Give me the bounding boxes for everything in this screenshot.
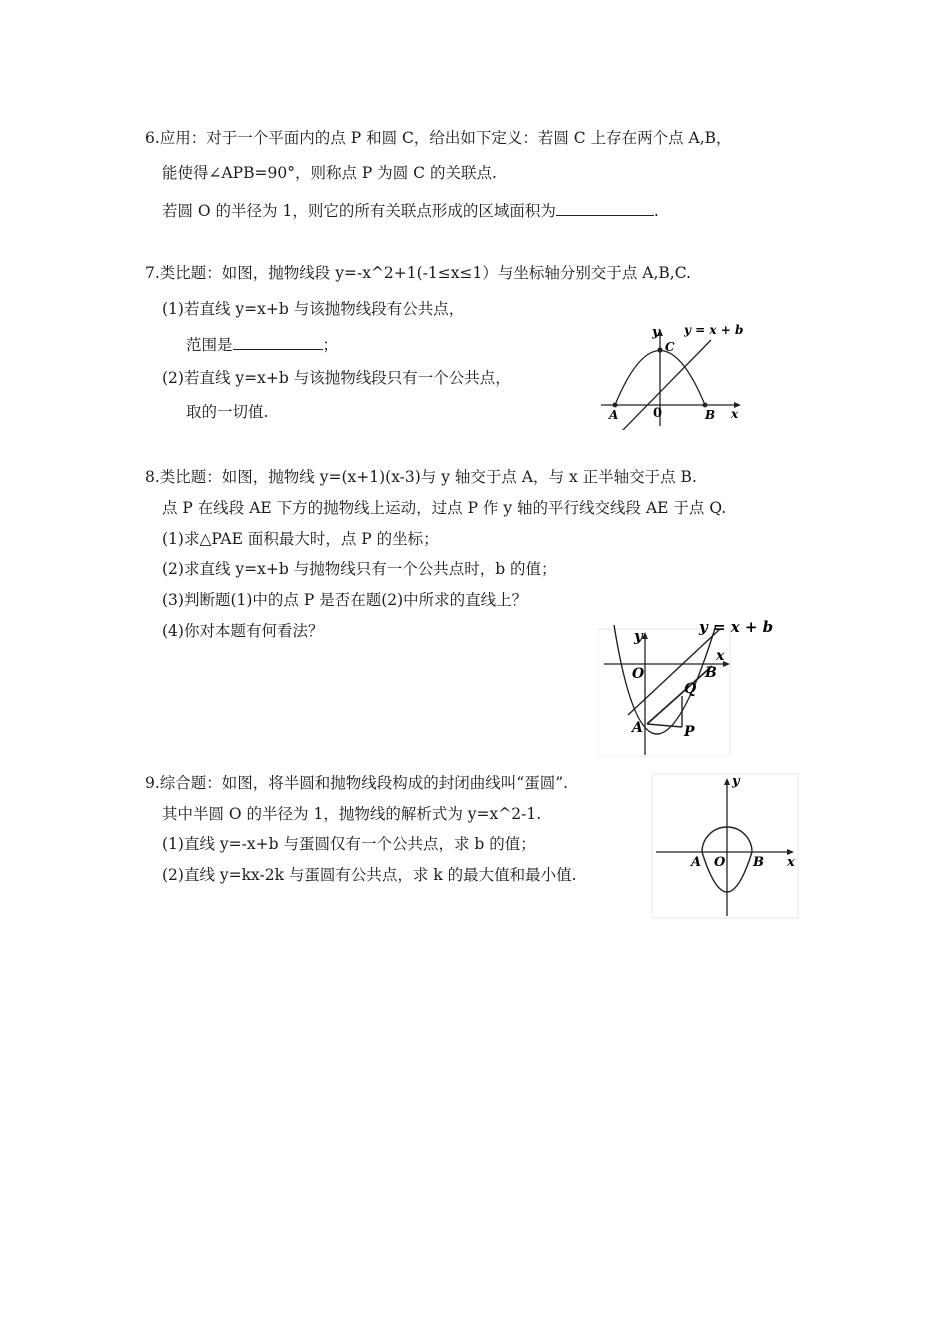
point-o-label: O xyxy=(632,666,645,682)
point-p-label: P xyxy=(684,724,695,740)
line-equation-label: y = x + b xyxy=(684,323,744,337)
y-axis-label: y xyxy=(652,325,660,340)
q9-line-4: (2)直线 y=kx-2k 与蛋圆有公共点，求 k 的最大值和最小值. xyxy=(162,866,577,884)
q7-line-3-end: ； xyxy=(322,336,339,354)
point-a-label: A xyxy=(609,408,619,422)
q6-line-3 xyxy=(162,199,659,221)
q8-line-3: (1)求△PAE 面积最大时，点 P 的坐标； xyxy=(162,530,439,548)
point-c-label: C xyxy=(665,340,675,354)
point-a-label: A xyxy=(632,720,643,736)
q7-line-2: (1)若直线 y=x+b 与该抛物线段有公共点， xyxy=(162,300,465,318)
point-o-label: O xyxy=(714,855,726,870)
q8-line-2: 点 P 在线段 AE 下方的抛物线上运动，过点 P 作 y 轴的平行线交线段 AE 于点 Q. xyxy=(162,499,727,517)
q7-line-4: (2)若直线 y=x+b 与该抛物线段只有一个公共点， xyxy=(162,369,511,387)
y-axis-label: y xyxy=(732,774,740,789)
q7-line-3-text: 范围是 xyxy=(186,336,233,354)
q6-line-3-text: 若圆 O 的半径为 1，则它的所有关联点形成的区域面积为 xyxy=(162,202,556,220)
answer-blank[interactable] xyxy=(556,199,654,216)
point-q-label: Q xyxy=(684,681,697,697)
q7-line-1: 7.类比题：如图，抛物线段 y=-x^2+1(-1≤x≤1）与坐标轴分别交于点 A,B,C. xyxy=(145,264,691,282)
q6-line-1: 6.应用：对于一个平面内的点 P 和圆 C，给出如下定义：若圆 C 上存在两个点 A,B， xyxy=(145,129,732,147)
x-axis-label: x xyxy=(731,407,739,421)
point-a-label: A xyxy=(691,855,702,870)
q9-line-1: 9.综合题：如图，将半圆和抛物线段构成的封闭曲线叫“蛋圆”. xyxy=(145,774,569,792)
q9-line-3: (1)直线 y=-x+b 与蛋圆仅有一个公共点，求 b 的值； xyxy=(162,835,536,853)
x-axis-label: x xyxy=(787,855,795,870)
q9-figure xyxy=(650,772,802,920)
x-axis-label: x xyxy=(716,648,725,664)
y-axis-label: y xyxy=(634,627,643,645)
q8-figure xyxy=(598,615,778,757)
answer-blank[interactable] xyxy=(233,333,323,350)
line-equation-label: y = x + b xyxy=(699,618,774,636)
point-b-label: B xyxy=(705,408,716,422)
q9-line-2: 其中半圆 O 的半径为 1，抛物线的解析式为 y=x^2-1. xyxy=(162,805,542,823)
point-b-label: B xyxy=(705,665,717,681)
q7-figure xyxy=(595,320,755,430)
point-b-label: B xyxy=(753,855,764,870)
q8-line-4: (2)求直线 y=x+b 与抛物线只有一个公共点时，b 的值； xyxy=(162,560,557,578)
q6-line-2: 能使得∠APB=90°，则称点 P 为圆 C 的关联点. xyxy=(162,164,497,182)
q8-line-5: (3)判断题(1)中的点 P 是否在题(2)中所求的直线上？ xyxy=(162,591,528,609)
q8-line-1: 8.类比题：如图，抛物线 y=(x+1)(x-3)与 y 轴交于点 A，与 x 正半轴交于点 B. xyxy=(145,468,697,486)
origin-label: 0 xyxy=(653,406,663,421)
q6-line-3-end: . xyxy=(653,202,659,220)
q7-line-3 xyxy=(186,333,338,355)
q8-line-6: (4)你对本题有何看法？ xyxy=(162,622,324,640)
q7-line-5: 取的一切值. xyxy=(186,403,269,421)
